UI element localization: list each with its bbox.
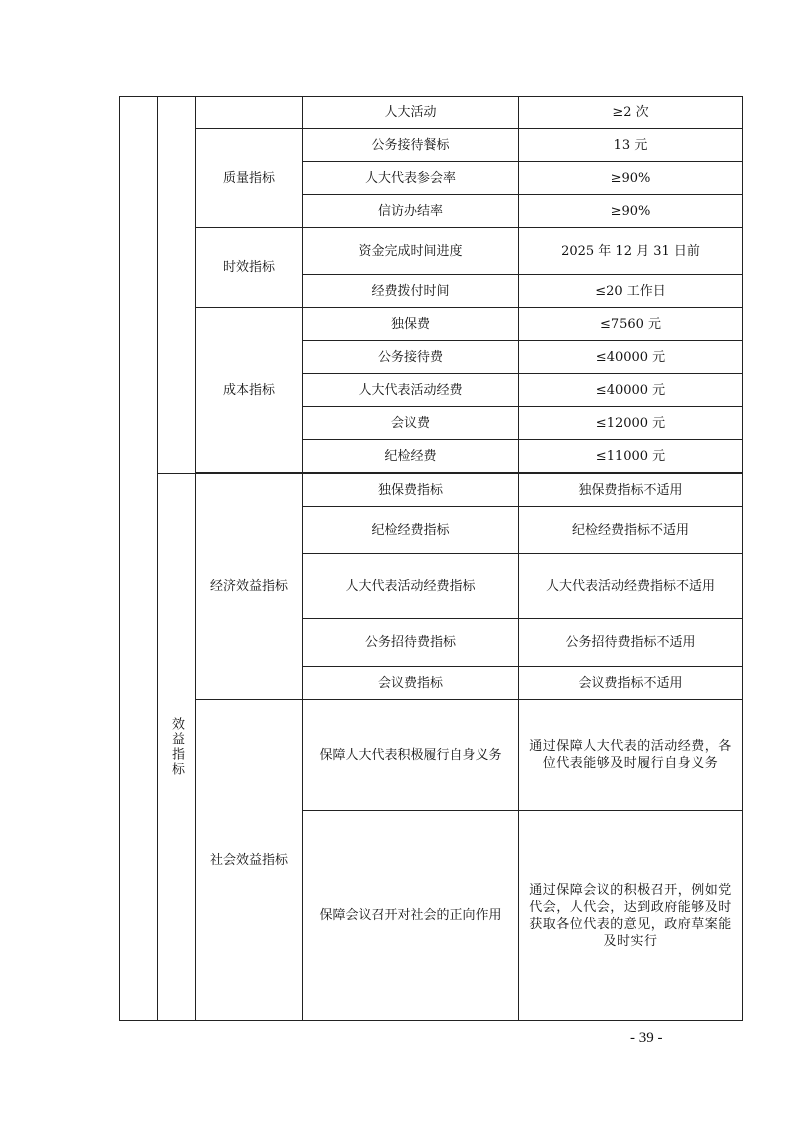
indicator-value: 公务招待费指标不适用: [519, 619, 743, 667]
indicator-name: 会议费指标: [303, 667, 519, 700]
level1-cell: [120, 97, 158, 1021]
indicator-value: 独保费指标不适用: [519, 474, 743, 507]
indicator-value: ≥2 次: [519, 97, 743, 129]
level3-empty-cell: [196, 97, 303, 129]
indicator-name: 公务招待费指标: [303, 619, 519, 667]
performance-indicator-table: [119, 96, 743, 1021]
table-row: [120, 97, 743, 129]
indicator-name: 纪检经费指标: [303, 507, 519, 554]
level3-social: 社会效益指标: [196, 700, 303, 1021]
indicator-name: 保障会议召开对社会的正向作用: [303, 811, 519, 1021]
level3-cost: 成本指标: [196, 308, 303, 473]
level3-quality: 质量指标: [196, 129, 303, 228]
indicator-value: ≤11000 元: [519, 440, 743, 473]
indicator-name: 独保费指标: [303, 474, 519, 507]
indicator-value: ≤20 工作日: [519, 275, 743, 308]
level3-timeliness: 时效指标: [196, 228, 303, 308]
indicator-name: 纪检经费: [303, 440, 519, 473]
indicator-name: 公务接待餐标: [303, 129, 519, 162]
indicator-value: ≤7560 元: [519, 308, 743, 341]
indicator-value: 通过保障人大代表的活动经费，各位代表能够及时履行自身义务: [519, 700, 743, 811]
indicator-value: ≤12000 元: [519, 407, 743, 440]
page-number: - 39 -: [630, 1030, 663, 1046]
indicator-value: 会议费指标不适用: [519, 667, 743, 700]
level3-economic: 经济效益指标: [196, 474, 303, 700]
table-row: [120, 129, 743, 162]
indicator-value: 2025 年 12 月 31 日前: [519, 228, 743, 275]
table-row: [120, 700, 743, 811]
indicator-value: 13 元: [519, 129, 743, 162]
level2-effect: 效益指标: [158, 474, 196, 1021]
indicator-name: 人大代表参会率: [303, 162, 519, 195]
table-row: [120, 228, 743, 275]
indicator-value: ≤40000 元: [519, 341, 743, 374]
indicator-name: 保障人大代表积极履行自身义务: [303, 700, 519, 811]
level2-output-cell: [158, 97, 196, 474]
table-row: [120, 474, 743, 507]
indicator-value: ≤40000 元: [519, 374, 743, 407]
indicator-value: ≥90%: [519, 195, 743, 228]
indicator-name: 独保费: [303, 308, 519, 341]
indicator-value: 通过保障会议的积极召开，例如党代会，人代会，达到政府能够及时获取各位代表的意见，政府草案能及时实行: [519, 811, 743, 1021]
indicator-name: 人大代表活动经费指标: [303, 554, 519, 619]
indicator-value: 纪检经费指标不适用: [519, 507, 743, 554]
indicator-value: 人大代表活动经费指标不适用: [519, 554, 743, 619]
indicator-name: 会议费: [303, 407, 519, 440]
table-row: [120, 308, 743, 341]
indicator-name: 信访办结率: [303, 195, 519, 228]
indicator-name: 人大活动: [303, 97, 519, 129]
indicator-name: 资金完成时间进度: [303, 228, 519, 275]
indicator-name: 经费拨付时间: [303, 275, 519, 308]
indicator-name: 公务接待费: [303, 341, 519, 374]
indicator-value: ≥90%: [519, 162, 743, 195]
indicator-name: 人大代表活动经费: [303, 374, 519, 407]
